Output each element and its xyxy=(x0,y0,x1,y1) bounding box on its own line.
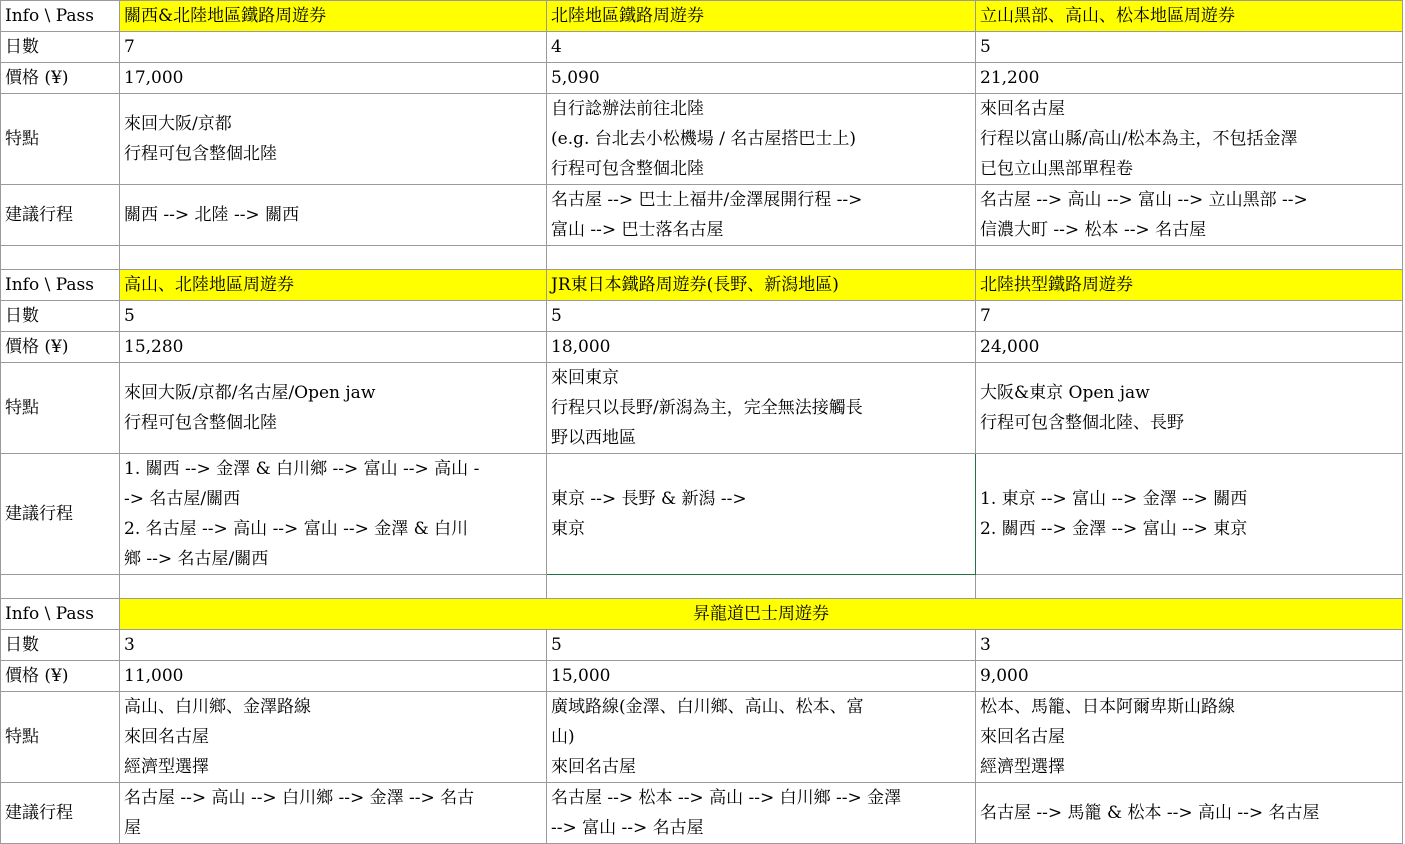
features-line: 來回大阪/京都 xyxy=(124,114,232,134)
features-line: 行程可包含整個北陸 xyxy=(124,144,277,164)
features-cell[interactable] xyxy=(120,692,547,783)
itinerary-line: 1. 關西 --> 金澤 & 白川鄉 --> 富山 --> 高山 - xyxy=(124,459,480,479)
features-line: 經濟型選擇 xyxy=(980,757,1065,777)
features-line: 行程可包含整個北陸 xyxy=(124,413,277,433)
empty-cell[interactable] xyxy=(976,246,1403,270)
itinerary-cell-selected[interactable] xyxy=(547,454,976,575)
days-cell[interactable]: 3 xyxy=(976,630,1403,661)
features-line: 行程可包含整個北陸 xyxy=(551,159,704,179)
block3-features-row xyxy=(1,692,1403,783)
block1-days-row xyxy=(1,32,1403,63)
features-cell[interactable] xyxy=(976,94,1403,185)
features-line: 來回東京 xyxy=(551,368,619,388)
features-line: 大阪&東京 Open jaw xyxy=(980,383,1150,403)
block1-features-row xyxy=(1,94,1403,185)
features-line: 野以西地區 xyxy=(551,428,636,448)
itinerary-line: 鄉 --> 名古屋/關西 xyxy=(124,549,269,569)
row-label-itinerary[interactable]: 建議行程 xyxy=(1,454,120,575)
days-cell[interactable]: 3 xyxy=(120,630,547,661)
block2-days-row xyxy=(1,301,1403,332)
empty-cell[interactable] xyxy=(120,575,547,599)
itinerary-line: 東京 xyxy=(551,519,585,539)
itinerary-cell[interactable] xyxy=(120,454,547,575)
features-cell[interactable] xyxy=(547,94,976,185)
row-label-itinerary[interactable]: 建議行程 xyxy=(1,783,120,844)
features-line: 來回大阪/京都/名古屋/Open jaw xyxy=(124,383,376,403)
days-cell[interactable]: 5 xyxy=(976,32,1403,63)
row-label-features[interactable]: 特點 xyxy=(1,363,120,454)
features-line: (e.g. 台北去小松機場 / 名古屋搭巴士上) xyxy=(551,129,856,149)
price-cell[interactable]: 17,000 xyxy=(120,63,547,94)
pass-name-cell[interactable]: 北陸地區鐵路周遊券 xyxy=(547,1,976,32)
itinerary-line: 名古屋 --> 松本 --> 高山 --> 白川鄉 --> 金澤 xyxy=(551,788,902,808)
features-line: 來回名古屋 xyxy=(980,99,1065,119)
block2-header-row xyxy=(1,270,1403,301)
itinerary-cell[interactable] xyxy=(120,185,547,246)
features-line: 行程可包含整個北陸、長野 xyxy=(980,413,1184,433)
days-cell[interactable]: 5 xyxy=(547,301,976,332)
price-cell[interactable]: 15,280 xyxy=(120,332,547,363)
itinerary-cell[interactable] xyxy=(976,185,1403,246)
itinerary-line: 名古屋 --> 巴士上福井/金澤展開行程 --> xyxy=(551,190,863,210)
price-cell[interactable]: 21,200 xyxy=(976,63,1403,94)
block3-days-row xyxy=(1,630,1403,661)
empty-cell[interactable] xyxy=(547,575,976,599)
itinerary-line: 1. 東京 --> 富山 --> 金澤 --> 關西 xyxy=(980,489,1248,509)
days-cell[interactable]: 4 xyxy=(547,32,976,63)
itinerary-cell[interactable] xyxy=(547,185,976,246)
features-line: 廣域路線(金澤、白川鄉、高山、松本、富 xyxy=(551,697,864,717)
features-line: 經濟型選擇 xyxy=(124,757,209,777)
itinerary-line: 名古屋 --> 馬籠 & 松本 --> 高山 --> 名古屋 xyxy=(980,803,1320,823)
price-cell[interactable]: 5,090 xyxy=(547,63,976,94)
pass-name-cell[interactable]: 北陸拱型鐵路周遊券 xyxy=(976,270,1403,301)
features-line: 行程只以長野/新潟為主，完全無法接觸長 xyxy=(551,398,863,418)
price-cell[interactable]: 18,000 xyxy=(547,332,976,363)
features-cell[interactable] xyxy=(976,692,1403,783)
row-label-header[interactable]: Info \ Pass xyxy=(1,1,120,32)
row-label-price[interactable]: 價格 (¥) xyxy=(1,63,120,94)
spacer-row xyxy=(1,246,1403,270)
itinerary-line: -> 名古屋/關西 xyxy=(124,489,241,509)
itinerary-line: 關西 --> 北陸 --> 關西 xyxy=(124,205,300,225)
features-cell[interactable] xyxy=(120,94,547,185)
price-cell[interactable]: 15,000 xyxy=(547,661,976,692)
pass-name-cell[interactable]: 高山、北陸地區周遊券 xyxy=(120,270,547,301)
itinerary-line: 信濃大町 --> 松本 --> 名古屋 xyxy=(980,220,1207,240)
itinerary-cell[interactable] xyxy=(120,783,547,844)
features-cell[interactable] xyxy=(547,692,976,783)
features-line: 高山、白川鄉、金澤路線 xyxy=(124,697,311,717)
features-line: 自行諗辦法前往北陸 xyxy=(551,99,704,119)
itinerary-cell[interactable] xyxy=(547,783,976,844)
row-label-days[interactable]: 日數 xyxy=(1,630,120,661)
itinerary-line: 富山 --> 巴士落名古屋 xyxy=(551,220,724,240)
row-label-itinerary[interactable]: 建議行程 xyxy=(1,185,120,246)
spacer-row xyxy=(1,575,1403,599)
pass-name-cell[interactable]: 關西&北陸地區鐵路周遊券 xyxy=(120,1,547,32)
features-cell[interactable] xyxy=(976,363,1403,454)
pass-name-merged-cell[interactable]: 昇龍道巴士周遊券 xyxy=(120,599,1403,630)
block2-features-row xyxy=(1,363,1403,454)
block2-itinerary-row xyxy=(1,454,1403,575)
itinerary-line: 2. 關西 --> 金澤 --> 富山 --> 東京 xyxy=(980,519,1248,539)
block1-itinerary-row xyxy=(1,185,1403,246)
row-label-header[interactable]: Info \ Pass xyxy=(1,599,120,630)
row-label-days[interactable]: 日數 xyxy=(1,32,120,63)
block3-header-row xyxy=(1,599,1403,630)
features-line: 來回名古屋 xyxy=(980,727,1065,747)
itinerary-cell[interactable] xyxy=(976,454,1403,575)
row-label-price[interactable]: 價格 (¥) xyxy=(1,661,120,692)
empty-cell[interactable] xyxy=(547,246,976,270)
features-line: 來回名古屋 xyxy=(551,757,636,777)
features-cell[interactable] xyxy=(547,363,976,454)
itinerary-line: 東京 --> 長野 & 新潟 --> xyxy=(551,489,747,509)
days-cell[interactable]: 5 xyxy=(120,301,547,332)
row-label-header[interactable]: Info \ Pass xyxy=(1,270,120,301)
block3-price-row xyxy=(1,661,1403,692)
itinerary-line: 屋 xyxy=(124,818,141,838)
price-cell[interactable]: 11,000 xyxy=(120,661,547,692)
price-cell[interactable]: 24,000 xyxy=(976,332,1403,363)
features-cell[interactable] xyxy=(120,363,547,454)
features-line: 松本、馬籠、日本阿爾卑斯山路線 xyxy=(980,697,1235,717)
empty-cell[interactable] xyxy=(1,246,120,270)
block3-itinerary-row xyxy=(1,783,1403,844)
row-label-days[interactable]: 日數 xyxy=(1,301,120,332)
itinerary-cell[interactable] xyxy=(976,783,1403,844)
row-label-features[interactable]: 特點 xyxy=(1,94,120,185)
features-line: 已包立山黑部單程卷 xyxy=(980,159,1133,179)
row-label-features[interactable]: 特點 xyxy=(1,692,120,783)
empty-cell[interactable] xyxy=(120,246,547,270)
price-cell[interactable]: 9,000 xyxy=(976,661,1403,692)
days-cell[interactable]: 5 xyxy=(547,630,976,661)
itinerary-line: 2. 名古屋 --> 高山 --> 富山 --> 金澤 & 白川 xyxy=(124,519,469,539)
block1-price-row xyxy=(1,63,1403,94)
itinerary-line: --> 富山 --> 名古屋 xyxy=(551,818,704,838)
itinerary-line: 名古屋 --> 高山 --> 白川鄉 --> 金澤 --> 名古 xyxy=(124,788,475,808)
empty-cell[interactable] xyxy=(976,575,1403,599)
itinerary-line: 名古屋 --> 高山 --> 富山 --> 立山黑部 --> xyxy=(980,190,1308,210)
row-label-price[interactable]: 價格 (¥) xyxy=(1,332,120,363)
days-cell[interactable]: 7 xyxy=(976,301,1403,332)
features-line: 行程以富山縣/高山/松本為主，不包括金澤 xyxy=(980,129,1298,149)
days-cell[interactable]: 7 xyxy=(120,32,547,63)
features-line: 來回名古屋 xyxy=(124,727,209,747)
pass-name-cell[interactable]: 立山黑部、高山、松本地區周遊券 xyxy=(976,1,1403,32)
block2-price-row xyxy=(1,332,1403,363)
block1-header-row xyxy=(1,1,1403,32)
empty-cell[interactable] xyxy=(1,575,120,599)
features-line: 山) xyxy=(551,727,575,747)
pass-name-cell[interactable]: JR東日本鐵路周遊券(長野、新潟地區) xyxy=(547,270,976,301)
